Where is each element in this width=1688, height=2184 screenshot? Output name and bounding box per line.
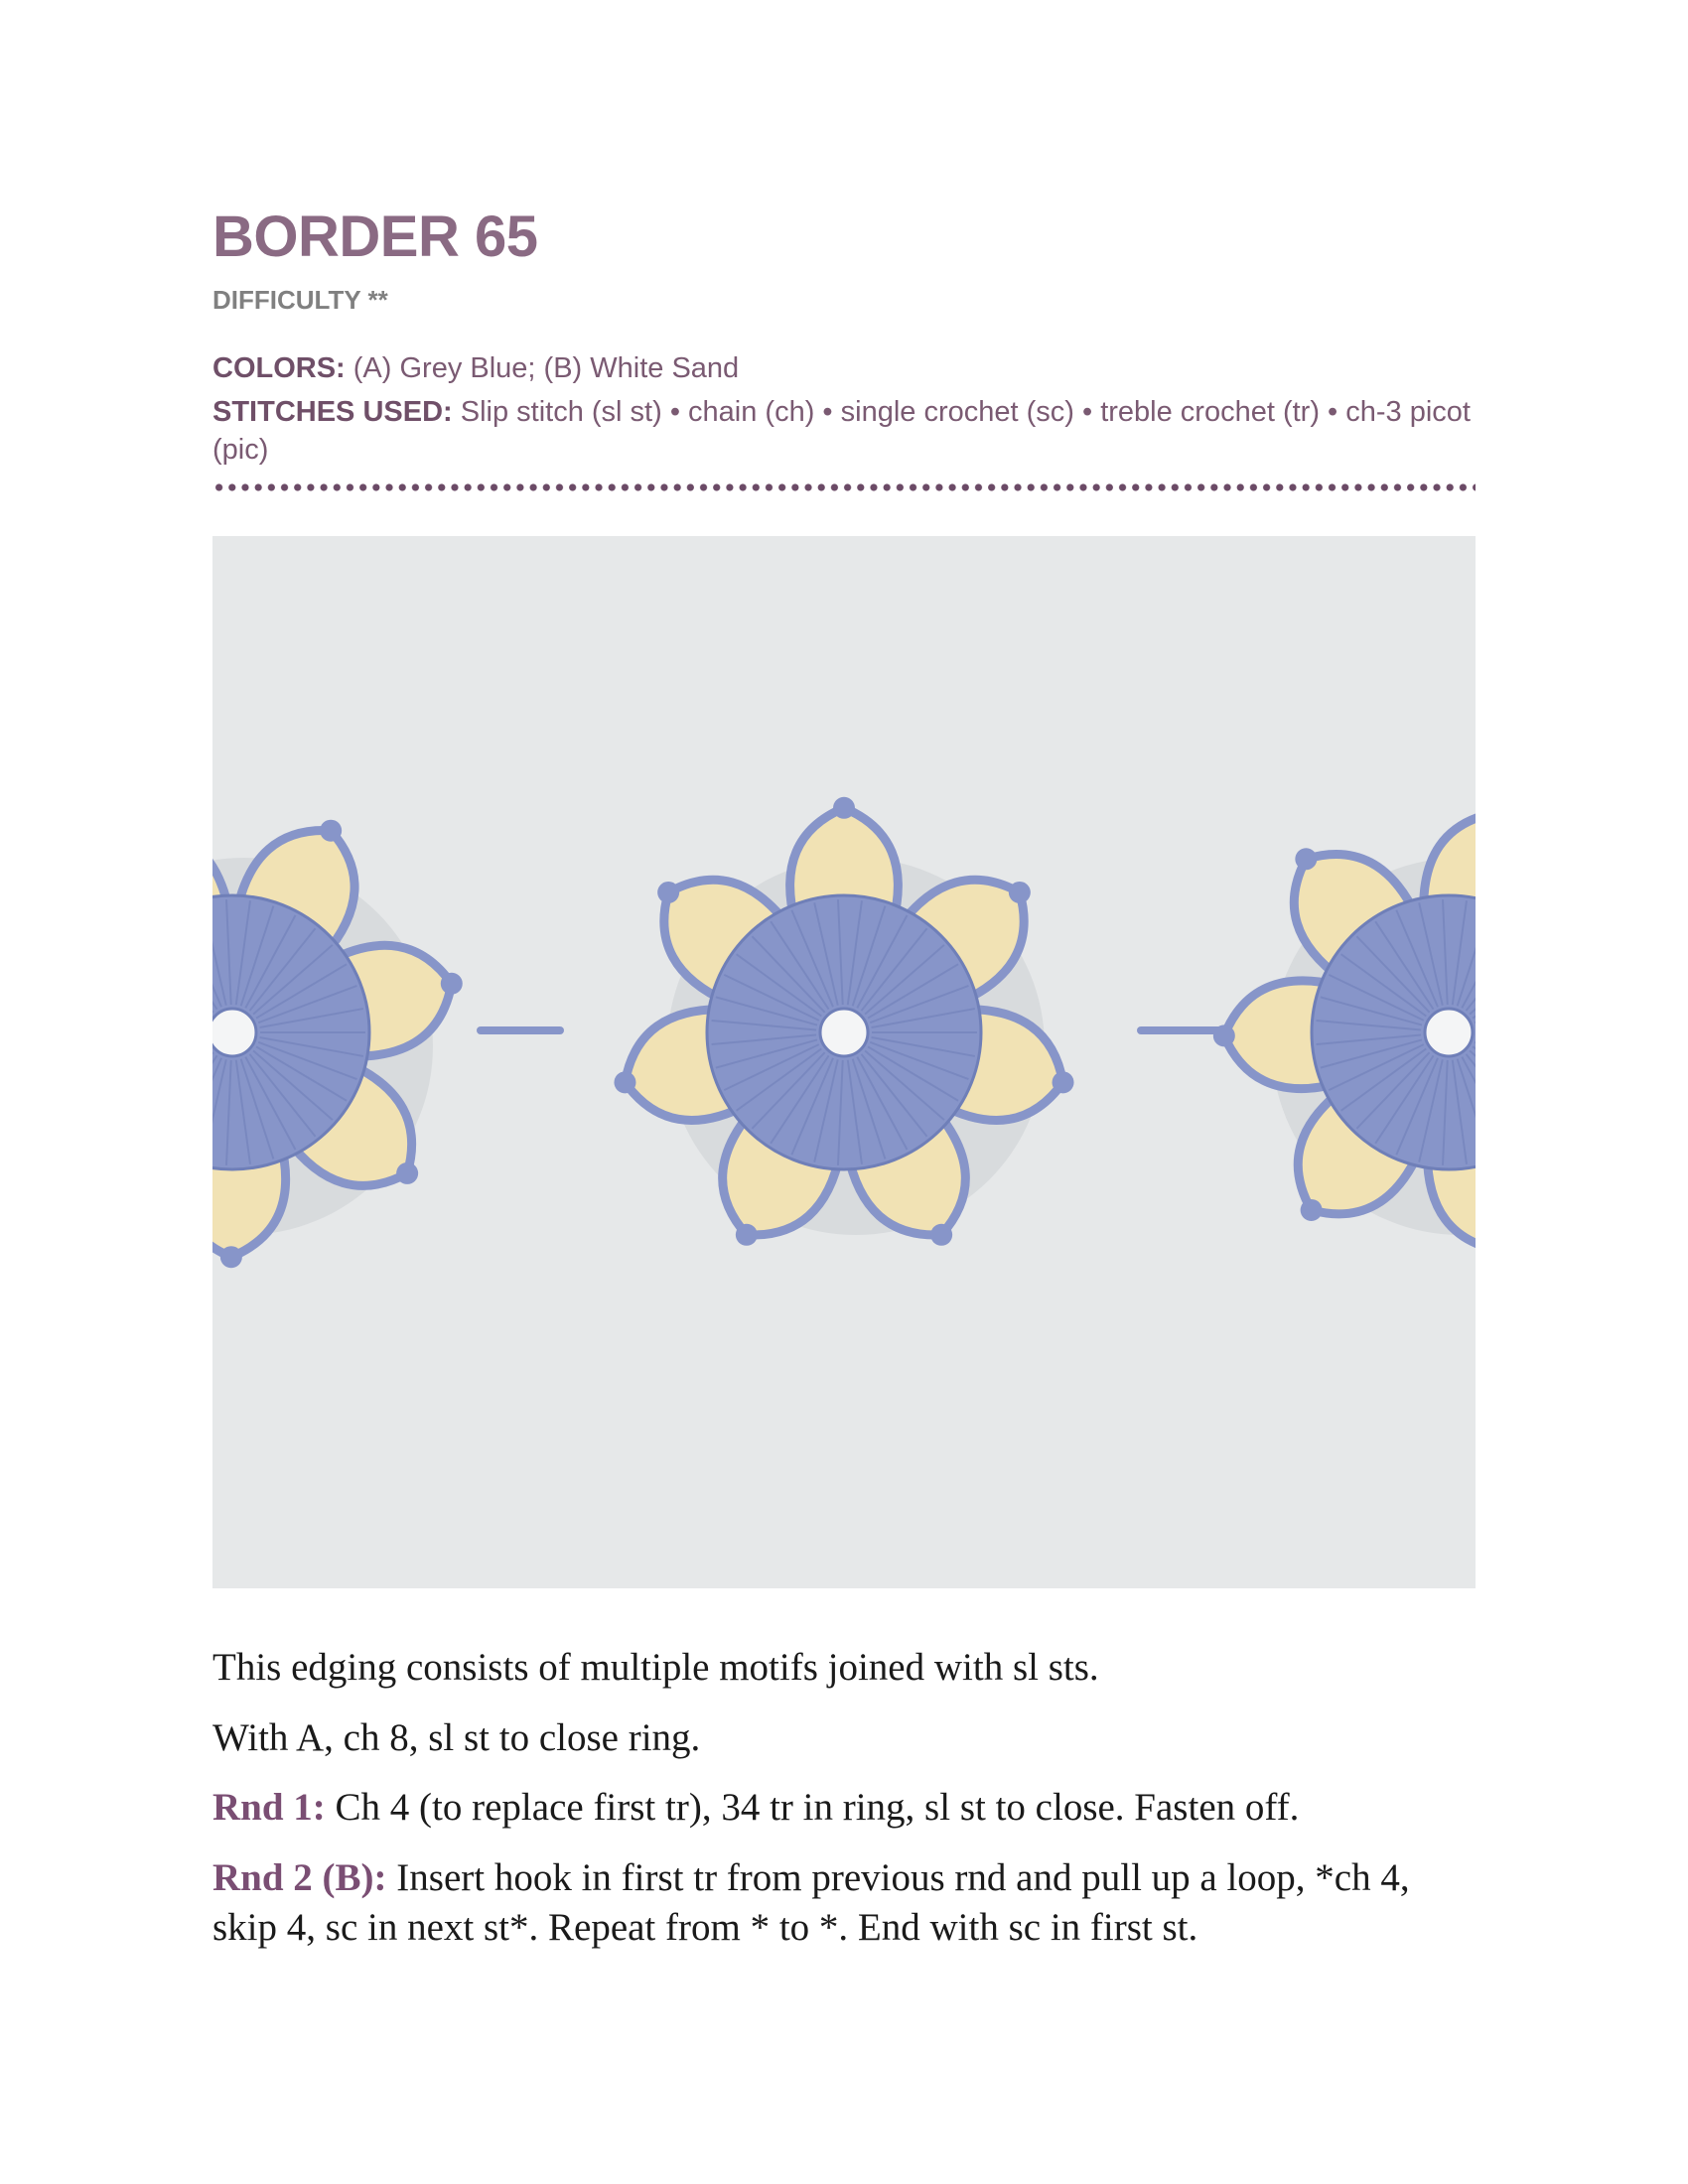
round-2-text: Insert hook in first tr from previous rnd and pull up a loop, *ch 4, skip 4, sc in next st*. Repeat from * to *. End with sc in first st. xyxy=(212,1856,1410,1949)
setup-paragraph: With A, ch 8, sl st to close ring. xyxy=(212,1716,701,1759)
flower-motifs-illustration xyxy=(212,536,1476,1588)
stitches-value: Slip stitch (sl st) • chain (ch) • single crochet (sc) • treble crochet (tr) • ch-3 picot (pic) xyxy=(212,396,1471,466)
round-2-paragraph xyxy=(212,1853,1476,1953)
dotted-divider xyxy=(212,481,1476,493)
round-1-text: Ch 4 (to replace first tr), 34 tr in ring, sl st to close. Fasten off. xyxy=(325,1786,1300,1829)
colors-line xyxy=(212,349,1476,387)
pattern-title: BORDER 65 xyxy=(212,205,538,269)
stitches-label: STITCHES USED: xyxy=(212,396,453,428)
difficulty-rating: DIFFICULTY ** xyxy=(212,285,388,315)
round-1-paragraph xyxy=(212,1783,1476,1833)
intro-paragraph: This edging consists of multiple motifs joined with sl sts. xyxy=(212,1646,1099,1689)
round-1-label: Rnd 1: xyxy=(212,1786,326,1829)
round-2-label: Rnd 2 (B): xyxy=(212,1856,387,1899)
colors-label: COLORS: xyxy=(212,352,346,384)
stitches-line xyxy=(212,393,1476,469)
colors-value: (A) Grey Blue; (B) White Sand xyxy=(345,352,740,384)
crochet-border-photo xyxy=(212,536,1476,1588)
